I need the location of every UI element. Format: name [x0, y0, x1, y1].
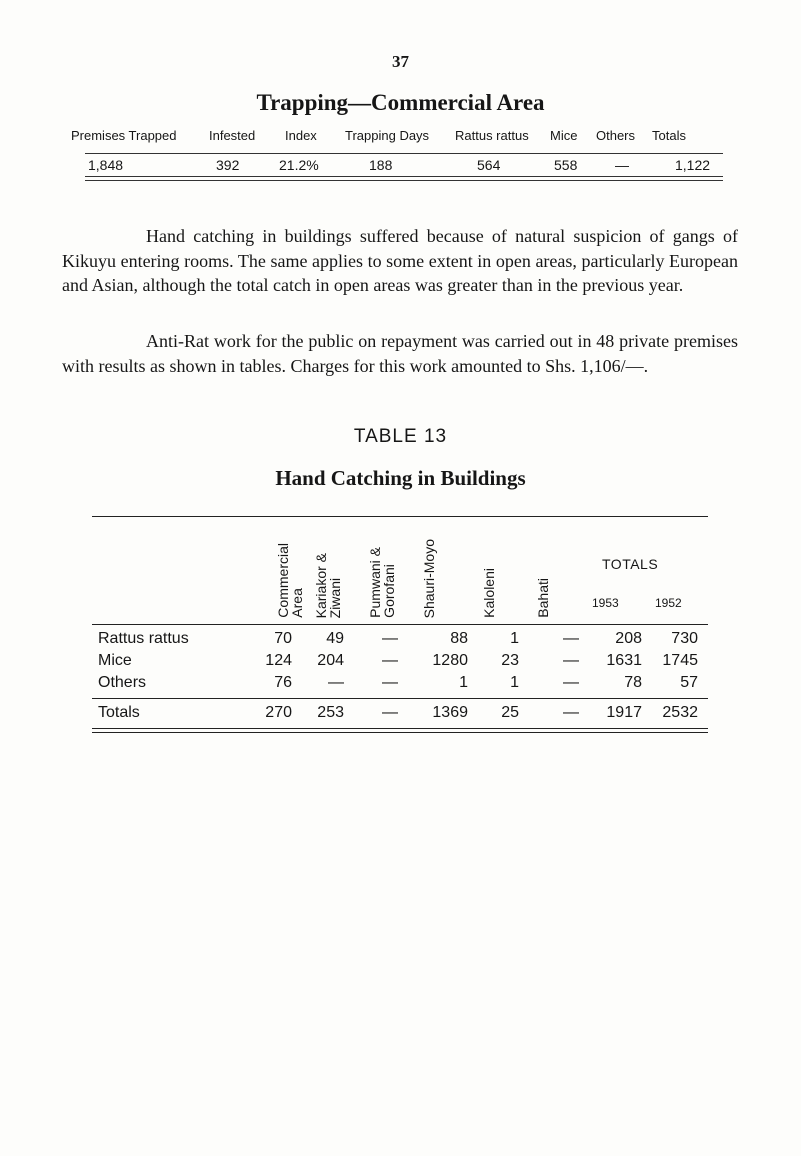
header-others: Others [596, 128, 636, 143]
cell: 78 [624, 674, 642, 691]
table-title: Hand Catching in Buildings [275, 466, 526, 490]
cell: — [382, 652, 398, 669]
trapping-values-row [85, 154, 723, 176]
paragraph-anti-rat-work: Anti-Rat work for the public on repayment was carried out in 48 private premises with results as shown in tables. Charges for this work amounted to Shs. 1,106/—. [62, 331, 738, 376]
bottom-rule [92, 728, 708, 729]
cell: — [382, 630, 398, 647]
value-rattus-rattus: 564 [477, 157, 501, 173]
cell: — [328, 674, 344, 691]
cell: 2532 [662, 704, 698, 721]
col-header-pumwani-gorofani: Pumwani & Gorofani [367, 547, 397, 618]
paragraph-hand-catching: Hand catching in buildings suffered because of natural suspicion of gangs of Kikuyu entering rooms. The same applies to some extent in open areas, particularly European and Asian, although the total catch in open areas was greater than in the previous year. [62, 226, 738, 295]
totals-row [92, 704, 708, 726]
value-totals: 1,122 [675, 157, 711, 173]
hand-catching-table [92, 516, 708, 736]
cell: 253 [317, 704, 344, 721]
page-number: 37 [392, 52, 409, 71]
value-infested: 392 [216, 157, 240, 173]
cell: 23 [501, 652, 519, 669]
cell: 1 [510, 630, 519, 647]
col-header-kaloleni: Kaloleni [481, 568, 497, 618]
cell: 88 [450, 630, 468, 647]
table-row [92, 652, 708, 674]
col-header-shauri-moyo: Shauri-Moyo [421, 538, 437, 618]
cell: 208 [615, 630, 642, 647]
cell: 730 [671, 630, 698, 647]
column-headers [92, 522, 708, 618]
trapping-bottom-rule [85, 176, 723, 181]
cell: 1280 [432, 652, 468, 669]
header-trapping-days: Trapping Days [345, 128, 430, 143]
trapping-table [71, 126, 723, 181]
bottom-rule-double [92, 732, 708, 733]
row-label: Totals [98, 704, 140, 721]
value-trapping-days: 188 [369, 157, 393, 173]
cell: 1917 [606, 704, 642, 721]
header-mice: Mice [550, 128, 578, 143]
row-label: Rattus rattus [98, 630, 189, 647]
table-top-rule [92, 516, 708, 517]
cell: 49 [326, 630, 344, 647]
page-title: Trapping—Commercial Area [256, 90, 545, 115]
cell: 1 [510, 674, 519, 691]
trapping-header-row [71, 126, 723, 148]
cell: 57 [680, 674, 698, 691]
table-label: TABLE 13 [353, 426, 448, 447]
row-label: Mice [98, 652, 132, 669]
col-header-bahati: Bahati [535, 578, 551, 618]
year-1952: 1952 [655, 596, 682, 610]
value-premises-trapped: 1,848 [88, 157, 124, 173]
cell: 1 [459, 674, 468, 691]
cell: — [563, 704, 579, 721]
cell: 270 [265, 704, 292, 721]
cell: 204 [317, 652, 344, 669]
totals-header: TOTALS [602, 556, 659, 572]
col-header-commercial-area: Commercial Area [275, 543, 305, 618]
value-others: — [615, 157, 629, 173]
header-totals: Totals [652, 128, 686, 143]
table-row [92, 630, 708, 652]
cell: — [563, 630, 579, 647]
col-header-kariakor-ziwani: Kariakor & Ziwani [313, 552, 343, 618]
value-index: 21.2% [279, 157, 319, 173]
header-index: Index [285, 128, 317, 143]
header-rule [92, 624, 708, 625]
year-1953: 1953 [592, 596, 619, 610]
table-row [92, 674, 708, 696]
cell: — [563, 674, 579, 691]
cell: — [382, 674, 398, 691]
cell: 124 [265, 652, 292, 669]
cell: 1369 [432, 704, 468, 721]
cell: 25 [501, 704, 519, 721]
cell: 1631 [606, 652, 642, 669]
cell: 1745 [662, 652, 698, 669]
header-premises-trapped: Premises Trapped [71, 128, 177, 143]
row-label: Others [98, 674, 147, 691]
value-mice: 558 [554, 157, 578, 173]
header-infested: Infested [209, 128, 256, 143]
header-rattus-rattus: Rattus rattus [455, 128, 529, 143]
cell: — [382, 704, 398, 721]
cell: — [563, 652, 579, 669]
cell: 76 [274, 674, 292, 691]
totals-rule [92, 698, 708, 699]
cell: 70 [274, 630, 292, 647]
